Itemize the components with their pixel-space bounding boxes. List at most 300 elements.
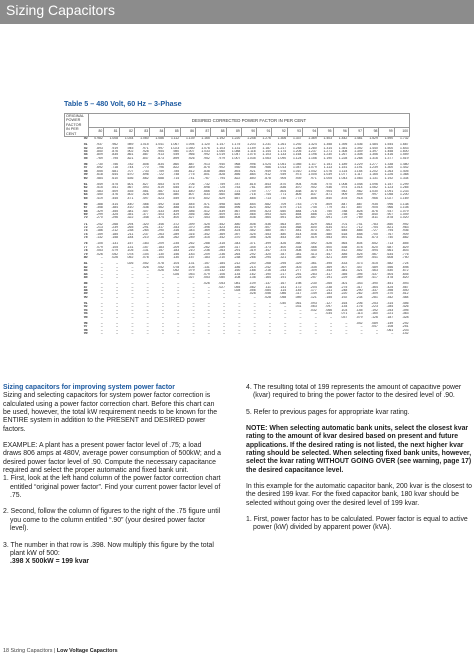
multiplier-cell: 1.156: [308, 156, 317, 160]
multiplier-cell: –: [238, 325, 241, 329]
multiplier-cell: 1.103: [216, 146, 226, 150]
multiplier-cell: .463: [371, 269, 378, 273]
page-number: 18: [3, 648, 9, 654]
original-pf-cell: 93: [83, 308, 88, 312]
multiplier-cell: 1.192: [216, 136, 226, 141]
multiplier-cell: .369: [325, 265, 332, 269]
multiplier-cell: 1.220: [231, 136, 241, 141]
multiplier-cell: .157: [187, 256, 195, 260]
multiplier-cell: 1.123: [384, 186, 394, 190]
multiplier-cell: .604: [355, 242, 363, 246]
original-pf-cell: 55: [83, 156, 88, 160]
multiplier-cell: –: [146, 332, 149, 336]
multiplier-cell: .028: [233, 289, 241, 292]
original-pf-cell: 96: [83, 321, 88, 325]
multiplier-cell: .620: [401, 276, 409, 280]
multiplier-cell: 1.308: [354, 153, 363, 157]
multiplier-cell: .384: [111, 206, 119, 210]
multiplier-cell: –: [223, 301, 226, 305]
multiplier-cell: .209: [157, 242, 164, 246]
multiplier-cell: –: [299, 312, 302, 316]
multiplier-cell: .937: [96, 143, 103, 147]
multiplier-cell: .595: [248, 209, 256, 213]
multiplier-cell: 1.324: [308, 143, 317, 147]
multiplier-cell: 1.196: [308, 153, 317, 157]
multiplier-cell: .345: [248, 245, 256, 249]
multiplier-cell: 1.351: [338, 146, 348, 150]
multiplier-cell: .078: [126, 252, 134, 256]
multiplier-cell: .134: [233, 272, 241, 276]
multiplier-cell: 1.010: [292, 169, 302, 173]
multiplier-cell: .700: [371, 232, 378, 236]
multiplier-cell: –: [116, 269, 119, 273]
multiplier-cell: .265: [325, 282, 332, 286]
multiplier-cell: –: [238, 328, 241, 332]
multiplier-cell: –: [345, 328, 348, 332]
multiplier-cell: .381: [294, 252, 302, 256]
multiplier-cell: –: [314, 328, 317, 332]
multiplier-cell: 1.108: [400, 206, 409, 210]
multiplier-cell: 1.076: [323, 169, 332, 173]
multiplier-cell: –: [146, 305, 149, 309]
multiplier-cell: .108: [386, 325, 394, 329]
multiplier-cell: –: [253, 315, 256, 319]
multiplier-cell: –: [131, 276, 134, 280]
multiplier-cell: –: [223, 289, 226, 292]
multiplier-cell: .658: [355, 232, 363, 236]
multiplier-cell: 1.024: [262, 162, 271, 166]
multiplier-cell: –: [162, 272, 164, 276]
multiplier-cell: .750: [325, 209, 332, 213]
multiplier-cell: –: [116, 328, 119, 332]
multiplier-cell: 1.192: [384, 176, 394, 180]
multiplier-cell: –: [299, 328, 302, 332]
multiplier-cell: –: [177, 332, 180, 336]
multiplier-cell: .026: [126, 262, 134, 266]
original-pf-cell: 86: [83, 282, 88, 286]
multiplier-cell: .234: [355, 295, 363, 299]
multiplier-cell: .329: [96, 209, 103, 213]
power-factor-correction-table: [64, 113, 410, 336]
original-pf-cell: 80: [83, 256, 88, 260]
multiplier-cell: 1.337: [292, 136, 302, 141]
multiplier-cell: .870: [279, 182, 287, 186]
multiplier-cell: 1.559: [400, 153, 409, 157]
multiplier-cell: .707: [126, 169, 134, 173]
multiplier-cell: –: [192, 289, 195, 292]
multiplier-cell: .645: [340, 229, 348, 233]
multiplier-cell: –: [223, 315, 226, 319]
multiplier-cell: .156: [172, 252, 180, 256]
multiplier-cell: .145: [355, 308, 363, 312]
multiplier-cell: .436: [142, 206, 149, 210]
multiplier-cell: –: [162, 305, 164, 309]
original-pf-cell: 58: [83, 169, 88, 173]
multiplier-cell: .899: [172, 156, 180, 160]
multiplier-cell: –: [146, 272, 149, 276]
multiplier-cell: .117: [295, 292, 302, 296]
multiplier-cell: .414: [111, 202, 119, 206]
original-pf-cell: 83: [83, 269, 88, 273]
multiplier-cell: 1.062: [369, 186, 378, 190]
multiplier-cell: .426: [279, 242, 287, 246]
multiplier-cell: .754: [371, 225, 378, 229]
multiplier-cell: .706: [187, 182, 195, 186]
multiplier-cell: .053: [203, 276, 210, 280]
multiplier-cell: –: [330, 321, 332, 325]
multiplier-cell: 1.175: [231, 143, 241, 147]
multiplier-cell: .497: [142, 196, 149, 200]
multiplier-cell: .079: [355, 315, 363, 319]
multiplier-cell: .775: [187, 173, 195, 177]
multiplier-cell: .355: [340, 272, 348, 276]
multiplier-cell: 1.151: [338, 166, 348, 170]
multiplier-cell: –: [177, 282, 180, 286]
multiplier-cell: .026: [96, 252, 103, 256]
multiplier-cell: .149: [310, 292, 317, 296]
multiplier-cell: 1.231: [262, 143, 271, 147]
original-pf-cell: 97: [83, 325, 88, 329]
multiplier-cell: .433: [157, 209, 164, 213]
multiplier-cell: .053: [218, 282, 226, 286]
multiplier-cell: 1.377: [384, 156, 394, 160]
multiplier-cell: .253: [371, 301, 378, 305]
multiplier-cell: –: [131, 301, 134, 305]
multiplier-cell: –: [238, 301, 241, 305]
multiplier-cell: .079: [203, 272, 210, 276]
multiplier-cell: .812: [187, 169, 195, 173]
multiplier-cell: .650: [279, 209, 287, 213]
multiplier-cell: 1.157: [384, 182, 394, 186]
multiplier-cell: .782: [126, 162, 134, 166]
spacer: [246, 401, 474, 409]
multiplier-cell: –: [268, 308, 271, 312]
multiplier-cell: –: [299, 325, 302, 329]
multiplier-cell: .047: [371, 325, 378, 329]
multiplier-cell: .381: [126, 209, 134, 213]
multiplier-cell: .026: [111, 256, 119, 260]
multiplier-cell: –: [360, 325, 363, 329]
multiplier-cell: .781: [248, 186, 256, 190]
multiplier-cell: .921: [248, 169, 256, 173]
multiplier-cell: .093: [310, 301, 317, 305]
multiplier-cell: .155: [325, 295, 332, 299]
multiplier-cell: .105: [187, 265, 195, 269]
multiplier-cell: .137: [264, 282, 271, 286]
original-pf-cell: 99: [83, 332, 88, 336]
multiplier-cell: .672: [401, 269, 409, 273]
multiplier-cell: .594: [371, 249, 378, 253]
multiplier-cell: –: [131, 269, 134, 273]
multiplier-cell: .317: [325, 272, 332, 276]
multiplier-cell: .976: [279, 169, 287, 173]
multiplier-cell: 1.217: [277, 146, 287, 150]
multiplier-cell: .662: [142, 176, 149, 180]
multiplier-cell: –: [238, 312, 241, 316]
multiplier-cell: .629: [218, 196, 226, 200]
multiplier-cell: .290: [157, 229, 164, 233]
multiplier-cell: .451: [233, 225, 241, 229]
multiplier-cell: .982: [355, 189, 363, 193]
multiplier-cell: .770: [142, 166, 149, 170]
multiplier-cell: .525: [355, 252, 363, 256]
multiplier-cell: .653: [157, 182, 164, 186]
multiplier-cell: 1.139: [185, 136, 195, 141]
multiplier-cell: .504: [386, 272, 394, 276]
multiplier-cell: .211: [325, 289, 332, 292]
multiplier-cell: 1.190: [323, 156, 332, 160]
multiplier-cell: .158: [111, 236, 119, 240]
multiplier-cell: .485: [340, 252, 348, 256]
multiplier-cell: .870: [294, 186, 302, 190]
multiplier-cell: 1.051: [277, 162, 287, 166]
multiplier-cell: –: [207, 332, 210, 336]
multiplier-cell: .528: [142, 193, 149, 197]
multiplier-cell: –: [131, 282, 134, 286]
multiplier-cell: 1.481: [354, 136, 363, 141]
multiplier-cell: .567: [371, 252, 378, 256]
multiplier-cell: .242: [264, 265, 271, 269]
multiplier-cell: .466: [310, 245, 317, 249]
multiplier-cell: .740: [386, 236, 394, 240]
multiplier-cell: –: [146, 328, 149, 332]
multiplier-cell: .729: [340, 216, 348, 220]
multiplier-cell: 1.039: [323, 173, 332, 177]
multiplier-cell: .335: [310, 265, 317, 269]
multiplier-cell: –: [116, 285, 119, 289]
multiplier-cell: 1.356: [369, 153, 378, 157]
multiplier-cell: .425: [386, 285, 394, 289]
multiplier-cell: .103: [340, 308, 348, 312]
multiplier-cell: .538: [340, 245, 348, 249]
desired-pf-column-header: 100: [394, 128, 409, 137]
multiplier-cell: –: [192, 295, 195, 299]
multiplier-cell: .936: [310, 182, 317, 186]
multiplier-cell: .670: [126, 173, 134, 177]
table-row: [65, 216, 410, 219]
table-row: [65, 157, 410, 160]
original-pf-cell: 52: [83, 146, 88, 150]
multiplier-cell: –: [253, 308, 256, 312]
multiplier-cell: –: [192, 328, 195, 332]
multiplier-cell: .460: [294, 242, 302, 246]
multiplier-cell: .210: [218, 256, 226, 260]
multiplier-cell: .419: [96, 196, 103, 200]
multiplier-cell: .878: [340, 196, 348, 200]
multiplier-cell: 1.405: [400, 169, 409, 173]
multiplier-cell: .447: [355, 265, 363, 269]
multiplier-cell: –: [330, 328, 332, 332]
multiplier-cell: –: [345, 325, 348, 329]
multiplier-cell: .803: [401, 249, 409, 253]
multiplier-cell: –: [192, 305, 195, 309]
multiplier-cell: .601: [126, 182, 134, 186]
multiplier-cell: 1.277: [369, 162, 378, 166]
multiplier-cell: .727: [371, 229, 378, 233]
multiplier-cell: .928: [142, 149, 149, 153]
multiplier-cell: –: [268, 301, 271, 305]
multiplier-cell: .052: [126, 256, 134, 260]
multiplier-cell: .783: [371, 222, 378, 226]
multiplier-cell: 1.133: [277, 153, 287, 157]
multiplier-cell: .262: [203, 245, 210, 249]
multiplier-cell: .450: [96, 193, 103, 197]
multiplier-cell: .850: [96, 149, 103, 153]
multiplier-cell: .397: [233, 232, 241, 236]
multiplier-cell: .157: [142, 245, 149, 249]
multiplier-cell: –: [238, 292, 241, 296]
multiplier-cell: .203: [401, 328, 409, 332]
multiplier-cell: .971: [310, 176, 317, 180]
original-pf-cell: 77: [83, 245, 88, 249]
multiplier-cell: .078: [142, 256, 149, 260]
multiplier-cell: –: [314, 325, 317, 329]
multiplier-cell: –: [192, 285, 195, 289]
multiplier-cell: .292: [248, 252, 256, 256]
multiplier-cell: –: [100, 315, 103, 319]
multiplier-cell: 1.228: [338, 156, 348, 160]
multiplier-cell: .672: [340, 225, 348, 229]
multiplier-cell: .216: [264, 269, 271, 273]
multiplier-cell: .909: [401, 232, 409, 236]
multiplier-cell: 1.048: [354, 182, 363, 186]
multiplier-cell: .809: [264, 186, 271, 190]
multiplier-cell: –: [146, 269, 149, 273]
multiplier-cell: .263: [218, 249, 226, 253]
multiplier-cell: .809: [96, 153, 103, 157]
multiplier-cell: .238: [325, 285, 332, 289]
multiplier-cell: –: [238, 305, 241, 309]
multiplier-cell: .361: [310, 262, 317, 266]
multiplier-cell: .145: [294, 289, 302, 292]
multiplier-cell: .709: [279, 202, 287, 206]
table-row: [65, 276, 410, 279]
multiplier-cell: 1.600: [400, 149, 409, 153]
multiplier-cell: .347: [279, 252, 287, 256]
original-pf-cell: 82: [83, 265, 88, 269]
multiplier-cell: –: [207, 312, 210, 316]
multiplier-cell: .086: [279, 292, 287, 296]
multiplier-cell: 1.165: [201, 136, 210, 141]
multiplier-cell: .657: [310, 216, 317, 220]
multiplier-cell: .634: [325, 225, 332, 229]
multiplier-cell: .061: [386, 328, 394, 332]
multiplier-cell: .370: [386, 292, 394, 296]
original-pf-cell: 65: [83, 196, 88, 200]
multiplier-cell: .655: [96, 169, 103, 173]
multiplier-cell: –: [314, 315, 317, 319]
multiplier-cell: –: [146, 292, 149, 296]
multiplier-cell: .795: [111, 156, 119, 160]
multiplier-cell: .838: [203, 169, 210, 173]
multiplier-cell: .748: [172, 173, 180, 177]
desired-pf-column-header: 82: [119, 128, 134, 137]
multiplier-cell: .926: [187, 156, 195, 160]
multiplier-cell: .666: [203, 189, 210, 193]
multiplier-cell: .374: [157, 216, 164, 220]
multiplier-cell: .487: [294, 236, 302, 240]
multiplier-cell: .620: [279, 213, 287, 217]
multiplier-cell: –: [238, 315, 241, 319]
multiplier-cell: .421: [355, 269, 363, 273]
multiplier-cell: .580: [325, 232, 332, 236]
desired-pf-column-header: 91: [257, 128, 272, 137]
multiplier-cell: .829: [401, 245, 409, 249]
multiplier-cell: –: [100, 285, 103, 289]
multiplier-cell: .567: [233, 209, 241, 213]
original-pf-label-line: ORIGINAL: [66, 114, 85, 118]
multiplier-cell: .126: [371, 315, 378, 319]
example-paragraph: EXAMPLE: A plant has a present power factor level of .75; a load draws 806 amps at 480V, average power consumption of 500kW; and a desired power factor level of .90. Compute the necessary capacitance required and select the proper automatic and fixed bank unit.: [3, 442, 221, 475]
multiplier-cell: 1.159: [247, 146, 256, 150]
multiplier-cell: .744: [264, 193, 271, 197]
multiplier-cell: 1.131: [369, 176, 378, 180]
multiplier-cell: .149: [386, 321, 394, 325]
original-pf-cell: 91: [83, 301, 88, 305]
multiplier-cell: .238: [126, 229, 134, 233]
multiplier-cell: –: [131, 295, 134, 299]
multiplier-cell: .080: [218, 276, 226, 280]
multiplier-cell: –: [100, 305, 103, 309]
multiplier-cell: .451: [386, 282, 394, 286]
multiplier-cell: .564: [340, 242, 348, 246]
multiplier-cell: –: [146, 282, 149, 286]
multiplier-cell: .633: [203, 193, 210, 197]
multiplier-cell: –: [162, 285, 164, 289]
multiplier-cell: .679: [279, 206, 287, 210]
multiplier-cell: .105: [96, 242, 103, 246]
multiplier-cell: .220: [340, 292, 348, 296]
multiplier-cell: .654: [294, 213, 302, 217]
multiplier-cell: .160: [233, 269, 241, 273]
multiplier-cell: .512: [340, 249, 348, 253]
multiplier-cell: .211: [126, 232, 134, 236]
multiplier-cell: –: [116, 262, 119, 266]
multiplier-cell: .952: [203, 156, 210, 160]
multiplier-cell: .567: [126, 186, 134, 190]
multiplier-cell: .031: [294, 305, 302, 309]
multiplier-cell: .561: [142, 189, 149, 193]
multiplier-cell: .248: [340, 289, 348, 292]
multiplier-cell: –: [192, 312, 195, 316]
multiplier-cell: –: [177, 328, 180, 332]
multiplier-cell: .343: [355, 282, 363, 286]
multiplier-cell: .235: [172, 242, 180, 246]
multiplier-cell: .624: [248, 206, 256, 210]
multiplier-cell: .479: [248, 225, 256, 229]
multiplier-cell: .437: [371, 272, 378, 276]
multiplier-cell: .289: [172, 232, 180, 236]
multiplier-cell: .508: [248, 222, 256, 226]
multiplier-cell: –: [162, 292, 164, 296]
multiplier-cell: –: [284, 325, 287, 329]
multiplier-cell: .939: [172, 153, 180, 157]
multiplier-cell: 1.091: [384, 189, 394, 193]
multiplier-cell: 1.096: [369, 182, 378, 186]
multiplier-cell: 1.300: [384, 166, 394, 170]
multiplier-cell: .177: [310, 289, 317, 292]
power-factor-table-container: [64, 113, 410, 365]
multiplier-cell: .492: [310, 242, 317, 246]
multiplier-cell: .905: [371, 206, 378, 210]
original-pf-label-line: FACTOR: [66, 122, 82, 127]
multiplier-cell: .804: [279, 189, 287, 193]
multiplier-cell: 1.050: [185, 146, 195, 150]
original-pf-cell: 70: [83, 216, 88, 220]
multiplier-cell: –: [100, 292, 103, 296]
multiplier-cell: .720: [325, 213, 332, 217]
multiplier-cell: .652: [264, 206, 271, 210]
